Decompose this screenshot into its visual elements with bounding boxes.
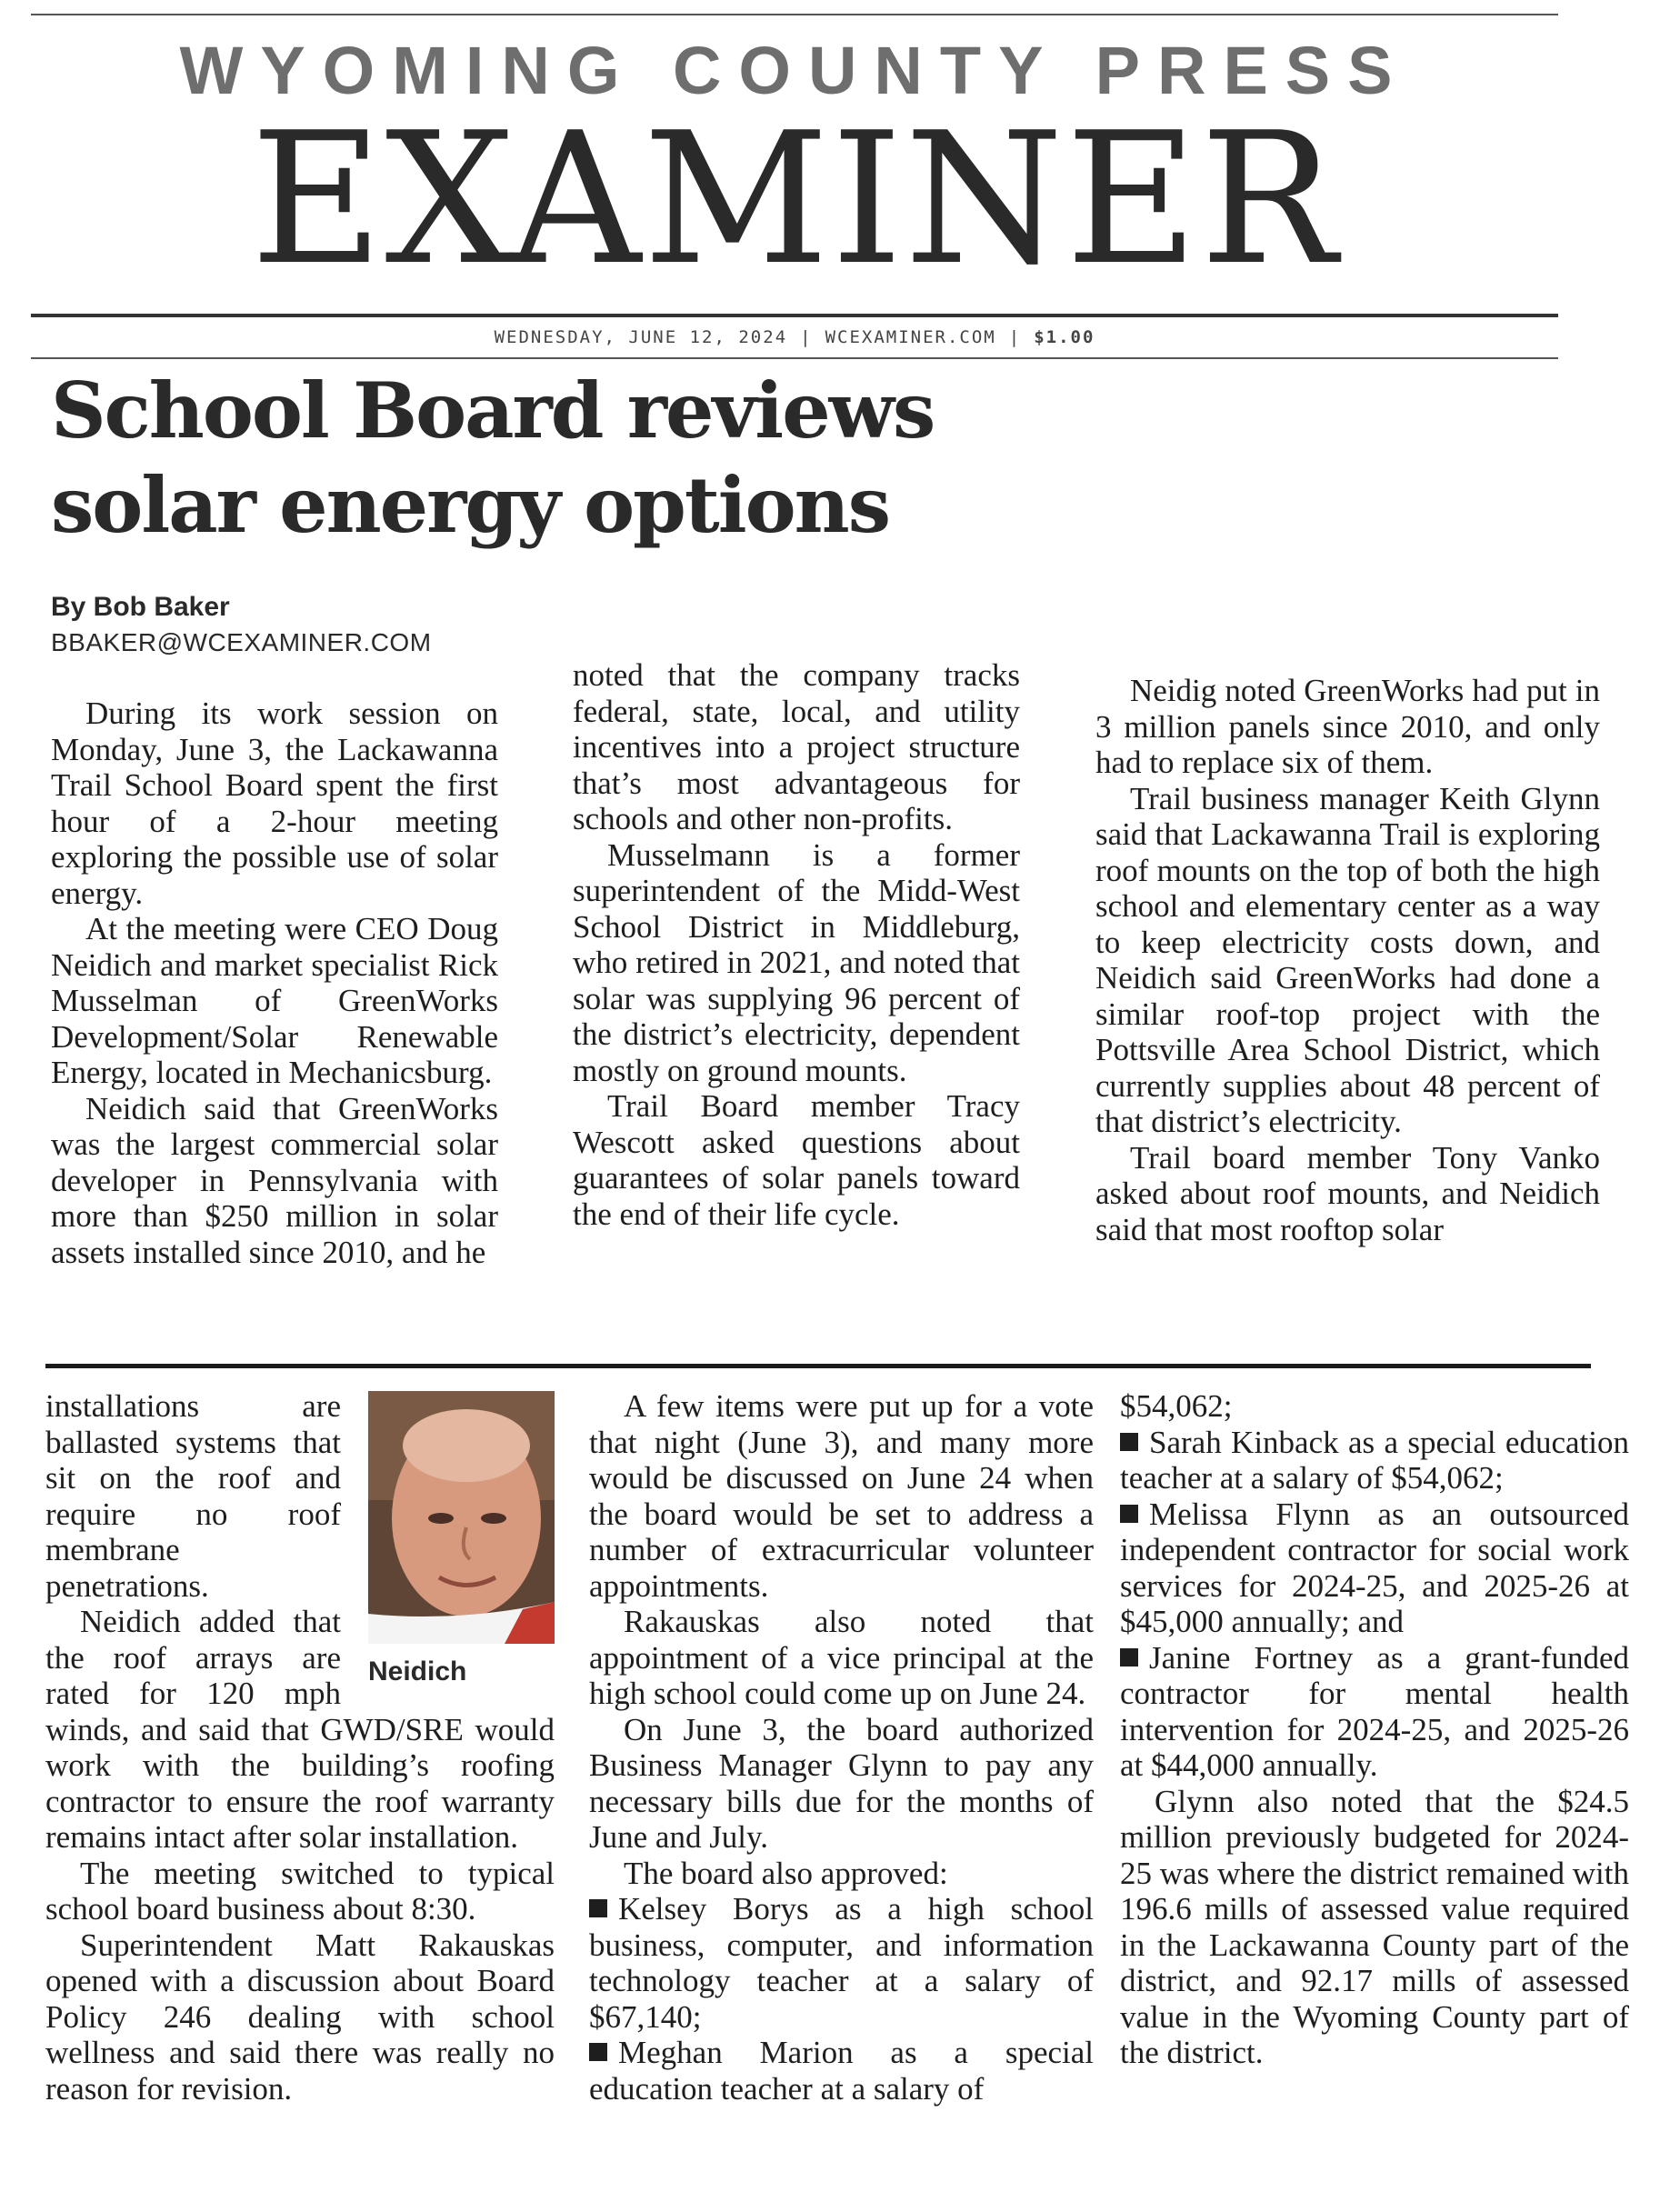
paragraph: Glynn also noted that the $24.5 million previously budgeted for 2024-25 was where the district remained with 196.6 mills of assessed value required in the Lackawanna County part of the district, and 92.17 mills of assessed value in the Wyoming County part of the district. (1120, 1783, 1629, 2070)
list-item (1120, 1640, 1629, 1784)
list-item-text: Janine Fortney as a grant-funded contractor for mental health intervention for 2024-25, and 2025-26 at $44,000 annually. (1120, 1639, 1629, 1783)
portrait-image (368, 1391, 555, 1644)
paragraph: Rakauskas also noted that appointment of a vice principal at the high school could come up on June 24. (589, 1604, 1094, 1711)
neidich-photo (368, 1391, 555, 1644)
paragraph: noted that the company tracks federal, state, local, and utility incentives into a project structure that’s most advantageous for schools and other non-profits. (573, 657, 1020, 836)
headline-line: School Board reviews (51, 365, 935, 455)
paragraph: On June 3, the board authorized Business Manager Glynn to pay any necessary bills due for the months of June and July. (589, 1711, 1094, 1855)
byline: By Bob Baker (51, 592, 230, 622)
website-link[interactable]: WCEXAMINER.COM (825, 327, 996, 347)
paragraph: Neidig noted GreenWorks had put in 3 million panels since 2010, and only had to replace six of them. (1095, 673, 1600, 780)
paragraph: Neidich said that GreenWorks was the largest commercial solar developer in Pennsylvania with more than $250 million in solar assets installed since 2010, and he (51, 1090, 498, 1270)
list-item (1120, 1425, 1629, 1496)
top-rule (31, 14, 1558, 15)
bullet-square-icon (1120, 1648, 1138, 1667)
dateline-separator: | (800, 327, 813, 347)
bullet-square-icon (589, 1899, 607, 1917)
paragraph: Trail board member Tony Vanko asked about roof mounts, and Neidich said that most rooftop solar (1095, 1139, 1600, 1247)
issue-price: $1.00 (1034, 327, 1095, 347)
masthead-rule (31, 314, 1558, 317)
article-column-3 (1095, 673, 1600, 1247)
list-item (1120, 1496, 1629, 1640)
dateline (31, 324, 1558, 351)
paragraph: $54,062; (1120, 1388, 1233, 1424)
article-column-2 (573, 657, 1020, 1232)
paragraph: Trail business manager Keith Glynn said that Lackawanna Trail is exploring roof mounts on the top of both the high school and elementary center as a way to keep electricity costs down, and Neidich said GreenWorks had done a similar roof-top project with the Pottsville Area School District, which currently supplies about 48 percent of that district’s electricity. (1095, 780, 1600, 1139)
list-item (589, 1891, 1094, 2035)
paragraph: The board also approved: (624, 1855, 948, 1891)
paragraph: At the meeting were CEO Doug Neidich and market specialist Rick Musselman of GreenWorks Development/Solar Renewable Energy, located in Mechanicsburg. (51, 911, 498, 1090)
publication-name: WYOMING COUNTY PRESS (179, 33, 1410, 108)
photo-caption: Neidich (368, 1656, 467, 1687)
paragraph: The meeting switched to typical school board business about 8:30. (45, 1855, 555, 1927)
paragraph: Neidich added that the roof arrays are rated for 120 mph winds, and said that GWD/SRE would work with the building’s roofing contractor to ensure the roof warranty remains intact after solar installation. (45, 1604, 555, 1855)
dateline-separator: | (1008, 327, 1022, 347)
paragraph: Musselmann is a former superintendent of the Midd-West School District in Middleburg, who retired in 2021, and noted that solar was supplying 96 percent of the district’s electricity, dependent mostly on ground mounts. (573, 836, 1020, 1088)
article-column-1 (51, 696, 498, 1270)
dateline-rule (31, 357, 1558, 359)
masthead-title: EXAMINER (250, 94, 1339, 305)
issue-date: WEDNESDAY, JUNE 12, 2024 (494, 327, 788, 347)
bullet-square-icon (1120, 1433, 1138, 1451)
list-item-text: Meghan Marion as a special education teacher at a salary of (589, 2035, 1094, 2107)
article-column-6 (1120, 1388, 1629, 2071)
paragraph: Trail Board member Tracy Wescott asked questions about guarantees of solar panels toward the end of their life cycle. (573, 1088, 1020, 1232)
paragraph: Superintendent Matt Rakauskas opened with a discussion about Board Policy 246 dealing with school wellness and said there was really no reason for revision. (45, 1927, 555, 2107)
bullet-square-icon (1120, 1505, 1138, 1523)
paragraph: installations are ballasted systems that sit on the roof and require no roof membrane penetrations. (45, 1388, 341, 1604)
list-item-text: Melissa Flynn as an outsourced independent contractor for social work services for 2024-25, and 2025-26 at $45,000 annually; and (1120, 1496, 1629, 1639)
article-column-5 (589, 1388, 1094, 2107)
list-item (589, 2035, 1094, 2107)
section-divider (45, 1364, 1591, 1368)
headline-line: solar energy options (51, 460, 890, 550)
paragraph: A few items were put up for a vote that night (June 3), and many more would be discussed on June 24 when the board would be set to address a number of extracurricular volunteer appointments. (589, 1388, 1094, 1604)
paragraph: During its work session on Monday, June 3, the Lackawanna Trail School Board spent the first hour of a 2-hour meeting exploring the possible use of solar energy. (51, 696, 498, 911)
bullet-square-icon (589, 2043, 607, 2061)
article-headline (51, 364, 1105, 553)
list-item-text: Sarah Kinback as a special education teacher at a salary of $54,062; (1120, 1424, 1629, 1496)
list-item-text: Kelsey Borys as a high school business, computer, and information technology teacher at a salary of $67,140; (589, 1891, 1094, 2035)
author-email[interactable]: BBAKER@WCEXAMINER.COM (51, 628, 432, 656)
